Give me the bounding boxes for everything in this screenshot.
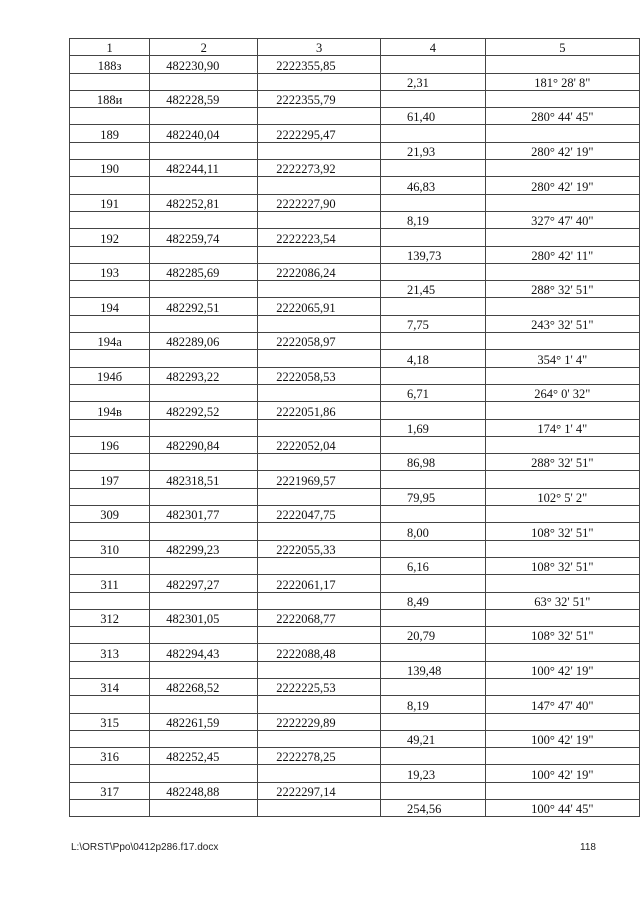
header-col-3: 3 [258, 39, 381, 56]
distance-cell [380, 56, 485, 73]
bearing-cell [485, 782, 639, 799]
x-coordinate-cell: 482230,90 [150, 56, 258, 73]
y-coordinate-cell: 2222223,54 [258, 229, 381, 246]
y-coordinate-cell: 2222227,90 [258, 194, 381, 211]
x-coordinate-cell: 482228,59 [150, 90, 258, 107]
point-id-cell: 196 [70, 436, 150, 453]
table-row [70, 471, 640, 488]
point-id-cell: 191 [70, 194, 150, 211]
table-row [70, 350, 640, 367]
bearing-cell [485, 436, 639, 453]
distance-cell [380, 90, 485, 107]
point-id-cell: 188и [70, 90, 150, 107]
y-coordinate-cell: 2222061,17 [258, 575, 381, 592]
table-row [70, 454, 640, 471]
table-row [70, 419, 640, 436]
bearing-cell [485, 229, 639, 246]
table-row [70, 488, 640, 505]
distance-cell [380, 160, 485, 177]
table-row [70, 246, 640, 263]
table-row [70, 782, 640, 799]
table-row [70, 748, 640, 765]
header-col-5: 5 [485, 39, 639, 56]
x-coordinate-cell [150, 661, 258, 678]
table-row [70, 315, 640, 332]
y-coordinate-cell [258, 627, 381, 644]
point-id-cell: 317 [70, 782, 150, 799]
point-id-cell [70, 488, 150, 505]
table-row [70, 506, 640, 523]
x-coordinate-cell: 482252,45 [150, 748, 258, 765]
y-coordinate-cell: 2222047,75 [258, 506, 381, 523]
distance-cell [380, 333, 485, 350]
y-coordinate-cell [258, 315, 381, 332]
table-row [70, 730, 640, 747]
x-coordinate-cell [150, 557, 258, 574]
y-coordinate-cell [258, 211, 381, 228]
distance-cell: 61,40 [380, 108, 485, 125]
y-coordinate-cell [258, 108, 381, 125]
bearing-cell: 288° 32' 51" [485, 281, 639, 298]
bearing-cell [485, 402, 639, 419]
y-coordinate-cell [258, 765, 381, 782]
table-row [70, 436, 640, 453]
bearing-cell [485, 56, 639, 73]
x-coordinate-cell: 482248,88 [150, 782, 258, 799]
x-coordinate-cell [150, 730, 258, 747]
bearing-cell [485, 298, 639, 315]
x-coordinate-cell [150, 177, 258, 194]
x-coordinate-cell [150, 419, 258, 436]
table-header-row [70, 39, 640, 56]
x-coordinate-cell: 482244,11 [150, 160, 258, 177]
distance-cell [380, 782, 485, 799]
point-id-cell: 311 [70, 575, 150, 592]
bearing-cell: 354° 1' 4" [485, 350, 639, 367]
distance-cell [380, 713, 485, 730]
table-row [70, 108, 640, 125]
table-row [70, 73, 640, 90]
distance-cell [380, 609, 485, 626]
bearing-cell: 63° 32' 51" [485, 592, 639, 609]
point-id-cell [70, 419, 150, 436]
y-coordinate-cell [258, 592, 381, 609]
point-id-cell: 312 [70, 609, 150, 626]
header-col-1: 1 [70, 39, 150, 56]
table-row [70, 263, 640, 280]
point-id-cell [70, 696, 150, 713]
bearing-cell: 147° 47' 40" [485, 696, 639, 713]
bearing-cell [485, 90, 639, 107]
y-coordinate-cell [258, 696, 381, 713]
y-coordinate-cell: 2222225,53 [258, 678, 381, 695]
x-coordinate-cell: 482261,59 [150, 713, 258, 730]
y-coordinate-cell: 2222229,89 [258, 713, 381, 730]
distance-cell: 7,75 [380, 315, 485, 332]
bearing-cell: 100° 42' 19" [485, 661, 639, 678]
point-id-cell [70, 523, 150, 540]
distance-cell: 20,79 [380, 627, 485, 644]
y-coordinate-cell [258, 419, 381, 436]
point-id-cell: 188з [70, 56, 150, 73]
table-row [70, 557, 640, 574]
distance-cell: 6,71 [380, 384, 485, 401]
point-id-cell: 194в [70, 402, 150, 419]
x-coordinate-cell: 482292,52 [150, 402, 258, 419]
bearing-cell: 181° 28' 8" [485, 73, 639, 90]
bearing-cell: 280° 42' 19" [485, 177, 639, 194]
distance-cell [380, 402, 485, 419]
y-coordinate-cell [258, 800, 381, 817]
y-coordinate-cell: 2222055,33 [258, 540, 381, 557]
x-coordinate-cell: 482285,69 [150, 263, 258, 280]
table-row [70, 125, 640, 142]
y-coordinate-cell [258, 281, 381, 298]
bearing-cell: 100° 42' 19" [485, 730, 639, 747]
bearing-cell: 102° 5' 2" [485, 488, 639, 505]
bearing-cell [485, 644, 639, 661]
y-coordinate-cell: 2222088,48 [258, 644, 381, 661]
y-coordinate-cell [258, 177, 381, 194]
distance-cell [380, 194, 485, 211]
table-row [70, 160, 640, 177]
bearing-cell [485, 748, 639, 765]
table-row [70, 713, 640, 730]
y-coordinate-cell [258, 488, 381, 505]
x-coordinate-cell: 482294,43 [150, 644, 258, 661]
y-coordinate-cell: 2222058,97 [258, 333, 381, 350]
x-coordinate-cell [150, 73, 258, 90]
point-id-cell [70, 246, 150, 263]
table-row [70, 523, 640, 540]
point-id-cell: 313 [70, 644, 150, 661]
distance-cell: 21,93 [380, 142, 485, 159]
bearing-cell [485, 367, 639, 384]
y-coordinate-cell: 2222051,86 [258, 402, 381, 419]
point-id-cell [70, 384, 150, 401]
distance-cell [380, 125, 485, 142]
table-row [70, 281, 640, 298]
bearing-cell [485, 713, 639, 730]
table-row [70, 644, 640, 661]
x-coordinate-cell: 482299,23 [150, 540, 258, 557]
header-col-2: 2 [150, 39, 258, 56]
table-row [70, 298, 640, 315]
y-coordinate-cell [258, 73, 381, 90]
point-id-cell [70, 765, 150, 782]
y-coordinate-cell [258, 454, 381, 471]
point-id-cell: 194а [70, 333, 150, 350]
point-id-cell: 197 [70, 471, 150, 488]
point-id-cell: 316 [70, 748, 150, 765]
x-coordinate-cell: 482290,84 [150, 436, 258, 453]
bearing-cell: 288° 32' 51" [485, 454, 639, 471]
footer-page-number: 118 [580, 842, 596, 853]
bearing-cell [485, 540, 639, 557]
point-id-cell [70, 315, 150, 332]
x-coordinate-cell [150, 384, 258, 401]
y-coordinate-cell: 2222065,91 [258, 298, 381, 315]
distance-cell: 49,21 [380, 730, 485, 747]
table-row [70, 56, 640, 73]
x-coordinate-cell: 482301,77 [150, 506, 258, 523]
table-row [70, 800, 640, 817]
distance-cell: 19,23 [380, 765, 485, 782]
distance-cell [380, 644, 485, 661]
distance-cell [380, 748, 485, 765]
y-coordinate-cell [258, 246, 381, 263]
y-coordinate-cell: 2222068,77 [258, 609, 381, 626]
distance-cell [380, 436, 485, 453]
bearing-cell: 264° 0' 32" [485, 384, 639, 401]
distance-cell [380, 367, 485, 384]
distance-cell [380, 229, 485, 246]
point-id-cell [70, 73, 150, 90]
y-coordinate-cell [258, 523, 381, 540]
distance-cell: 8,49 [380, 592, 485, 609]
bearing-cell [485, 333, 639, 350]
bearing-cell: 327° 47' 40" [485, 211, 639, 228]
distance-cell: 6,16 [380, 557, 485, 574]
point-id-cell: 193 [70, 263, 150, 280]
table-row [70, 177, 640, 194]
x-coordinate-cell [150, 488, 258, 505]
distance-cell: 8,19 [380, 696, 485, 713]
bearing-cell [485, 575, 639, 592]
x-coordinate-cell [150, 800, 258, 817]
distance-cell: 21,45 [380, 281, 485, 298]
bearing-cell [485, 125, 639, 142]
point-id-cell: 314 [70, 678, 150, 695]
x-coordinate-cell [150, 523, 258, 540]
x-coordinate-cell [150, 696, 258, 713]
y-coordinate-cell [258, 350, 381, 367]
point-id-cell [70, 142, 150, 159]
coordinates-table [69, 38, 640, 817]
distance-cell: 139,48 [380, 661, 485, 678]
table-row [70, 696, 640, 713]
point-id-cell [70, 108, 150, 125]
bearing-cell [485, 160, 639, 177]
point-id-cell [70, 592, 150, 609]
point-id-cell [70, 557, 150, 574]
y-coordinate-cell: 2222052,04 [258, 436, 381, 453]
distance-cell [380, 506, 485, 523]
bearing-cell: 108° 32' 51" [485, 627, 639, 644]
point-id-cell [70, 730, 150, 747]
bearing-cell [485, 678, 639, 695]
table-row [70, 229, 640, 246]
point-id-cell: 194б [70, 367, 150, 384]
bearing-cell: 243° 32' 51" [485, 315, 639, 332]
table-row [70, 540, 640, 557]
x-coordinate-cell: 482292,51 [150, 298, 258, 315]
x-coordinate-cell: 482297,27 [150, 575, 258, 592]
table-row [70, 592, 640, 609]
point-id-cell [70, 281, 150, 298]
x-coordinate-cell [150, 211, 258, 228]
table-row [70, 609, 640, 626]
point-id-cell: 192 [70, 229, 150, 246]
point-id-cell: 315 [70, 713, 150, 730]
x-coordinate-cell [150, 142, 258, 159]
x-coordinate-cell [150, 765, 258, 782]
point-id-cell [70, 350, 150, 367]
y-coordinate-cell: 2222273,92 [258, 160, 381, 177]
x-coordinate-cell: 482293,22 [150, 367, 258, 384]
y-coordinate-cell: 2222086,24 [258, 263, 381, 280]
bearing-cell: 100° 42' 19" [485, 765, 639, 782]
table-row [70, 194, 640, 211]
distance-cell: 254,56 [380, 800, 485, 817]
y-coordinate-cell: 2221969,57 [258, 471, 381, 488]
x-coordinate-cell [150, 281, 258, 298]
point-id-cell: 189 [70, 125, 150, 142]
x-coordinate-cell: 482301,05 [150, 609, 258, 626]
distance-cell: 4,18 [380, 350, 485, 367]
distance-cell [380, 298, 485, 315]
table-row [70, 367, 640, 384]
table-row [70, 575, 640, 592]
bearing-cell [485, 609, 639, 626]
distance-cell: 46,83 [380, 177, 485, 194]
x-coordinate-cell: 482318,51 [150, 471, 258, 488]
bearing-cell [485, 194, 639, 211]
bearing-cell [485, 471, 639, 488]
point-id-cell [70, 177, 150, 194]
point-id-cell [70, 454, 150, 471]
point-id-cell [70, 800, 150, 817]
point-id-cell [70, 627, 150, 644]
bearing-cell: 108° 32' 51" [485, 523, 639, 540]
bearing-cell: 280° 44' 45" [485, 108, 639, 125]
y-coordinate-cell: 2222295,47 [258, 125, 381, 142]
table-row [70, 384, 640, 401]
coordinates-table-body [70, 39, 640, 817]
x-coordinate-cell: 482289,06 [150, 333, 258, 350]
distance-cell [380, 471, 485, 488]
y-coordinate-cell [258, 661, 381, 678]
y-coordinate-cell: 2222355,85 [258, 56, 381, 73]
bearing-cell: 174° 1' 4" [485, 419, 639, 436]
point-id-cell [70, 211, 150, 228]
x-coordinate-cell [150, 592, 258, 609]
table-row [70, 142, 640, 159]
point-id-cell: 190 [70, 160, 150, 177]
bearing-cell: 100° 44' 45" [485, 800, 639, 817]
point-id-cell: 309 [70, 506, 150, 523]
y-coordinate-cell: 2222355,79 [258, 90, 381, 107]
bearing-cell: 108° 32' 51" [485, 557, 639, 574]
y-coordinate-cell [258, 142, 381, 159]
distance-cell [380, 263, 485, 280]
x-coordinate-cell [150, 627, 258, 644]
y-coordinate-cell: 2222297,14 [258, 782, 381, 799]
x-coordinate-cell [150, 454, 258, 471]
x-coordinate-cell: 482240,04 [150, 125, 258, 142]
table-row [70, 90, 640, 107]
y-coordinate-cell [258, 557, 381, 574]
distance-cell: 8,00 [380, 523, 485, 540]
distance-cell: 2,31 [380, 73, 485, 90]
footer-file-path: L:\ORST\Ppo\0412p286.f17.docx [71, 842, 219, 853]
table-row [70, 333, 640, 350]
bearing-cell: 280° 42' 19" [485, 142, 639, 159]
distance-cell: 86,98 [380, 454, 485, 471]
bearing-cell [485, 263, 639, 280]
distance-cell [380, 575, 485, 592]
x-coordinate-cell: 482268,52 [150, 678, 258, 695]
y-coordinate-cell: 2222278,25 [258, 748, 381, 765]
x-coordinate-cell [150, 315, 258, 332]
distance-cell: 8,19 [380, 211, 485, 228]
x-coordinate-cell [150, 350, 258, 367]
bearing-cell: 280° 42' 11" [485, 246, 639, 263]
table-row [70, 627, 640, 644]
y-coordinate-cell [258, 384, 381, 401]
header-col-4: 4 [380, 39, 485, 56]
table-row [70, 765, 640, 782]
x-coordinate-cell: 482252,81 [150, 194, 258, 211]
distance-cell: 139,73 [380, 246, 485, 263]
table-row [70, 678, 640, 695]
distance-cell: 1,69 [380, 419, 485, 436]
bearing-cell [485, 506, 639, 523]
distance-cell: 79,95 [380, 488, 485, 505]
distance-cell [380, 678, 485, 695]
point-id-cell: 194 [70, 298, 150, 315]
x-coordinate-cell [150, 108, 258, 125]
point-id-cell [70, 661, 150, 678]
x-coordinate-cell [150, 246, 258, 263]
point-id-cell: 310 [70, 540, 150, 557]
y-coordinate-cell [258, 730, 381, 747]
x-coordinate-cell: 482259,74 [150, 229, 258, 246]
table-row [70, 661, 640, 678]
y-coordinate-cell: 2222058,53 [258, 367, 381, 384]
table-row [70, 402, 640, 419]
distance-cell [380, 540, 485, 557]
table-row [70, 211, 640, 228]
